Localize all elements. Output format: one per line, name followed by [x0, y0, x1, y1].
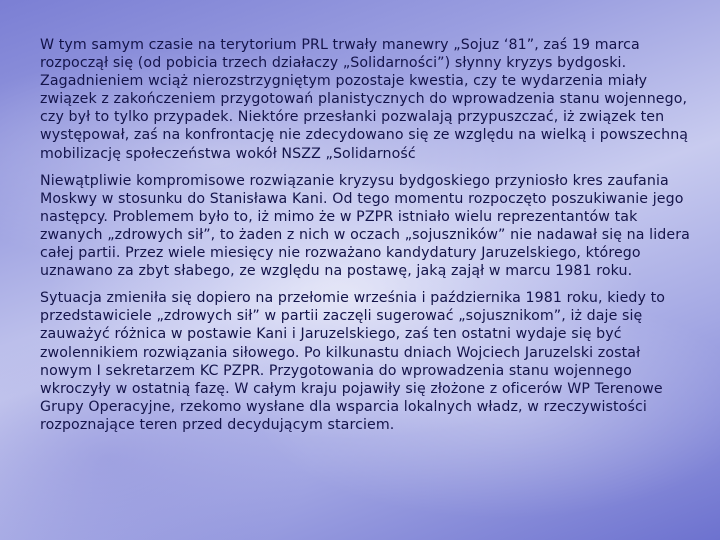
paragraph-2: Niewątpliwie kompromisowe rozwiązanie kryzysu bydgoskiego przyniosło kres zaufania Moskwy w stosunku do Stanisława Kani. Od tego momentu rozpoczęto poszukiwanie jego następcy. Problemem było to, iż mimo że w PZPR istniało wielu reprezentantów tak zwanych „zdrowych sił”, to żaden z nich w oczach „sojuszników” nie nadawał się na lidera całej partii. Przez wiele miesięcy nie rozważano kandydatury Jaruzelskiego, którego uznawano za zbyt słabego, ze względu na postawę, jaką zajął w marcu 1981 roku.: [40, 172, 690, 280]
paragraph-3: Sytuacja zmieniła się dopiero na przełomie września i października 1981 roku, kiedy to przedstawiciele „zdrowych sił” w partii zaczęli sugerować „sojusznikom”, iż daje się zauważyć różnica w postawie Kani i Jaruzelskiego, zaś ten ostatni wydaje się być zwolennikiem rozwiązania siłowego. Po kilkunastu dniach Wojciech Jaruzelski został nowym I sekretarzem KC PZPR. Przygotowania do wprowadzenia stanu wojennego wkroczyły w ostatnią fazę. W całym kraju pojawiły się złożone z oficerów WP Terenowe Grupy Operacyjne, rzekomo wysłane dla wsparcia lokalnych władz, w rzeczywistości rozpoznające teren przed decydującym starciem.: [40, 290, 666, 433]
paragraph-1: W tym samym czasie na terytorium PRL trwały manewry „Sojuz ‘81”, zaś 19 marca rozpoczął się (od pobicia trzech działaczy „Solidarności”) słynny kryzys bydgoski. Zagadnieniem wciąż nierozstrzygniętym pozostaje kwestia, czy te wydarzenia miały związek z zakończeniem przygotowań planistycznych do wprowadzenia stanu wojennego, czy był to tylko przypadek. Niektóre przesłanki pozwalają przypuszczać, iż związek ten występował, zaś na konfrontację nie zdecydowano się ze względu na wielką i powszechną mobilizację społeczeństwa wokół NSZZ „Solidarność: [40, 37, 689, 162]
slide-text-body: [40, 36, 690, 434]
